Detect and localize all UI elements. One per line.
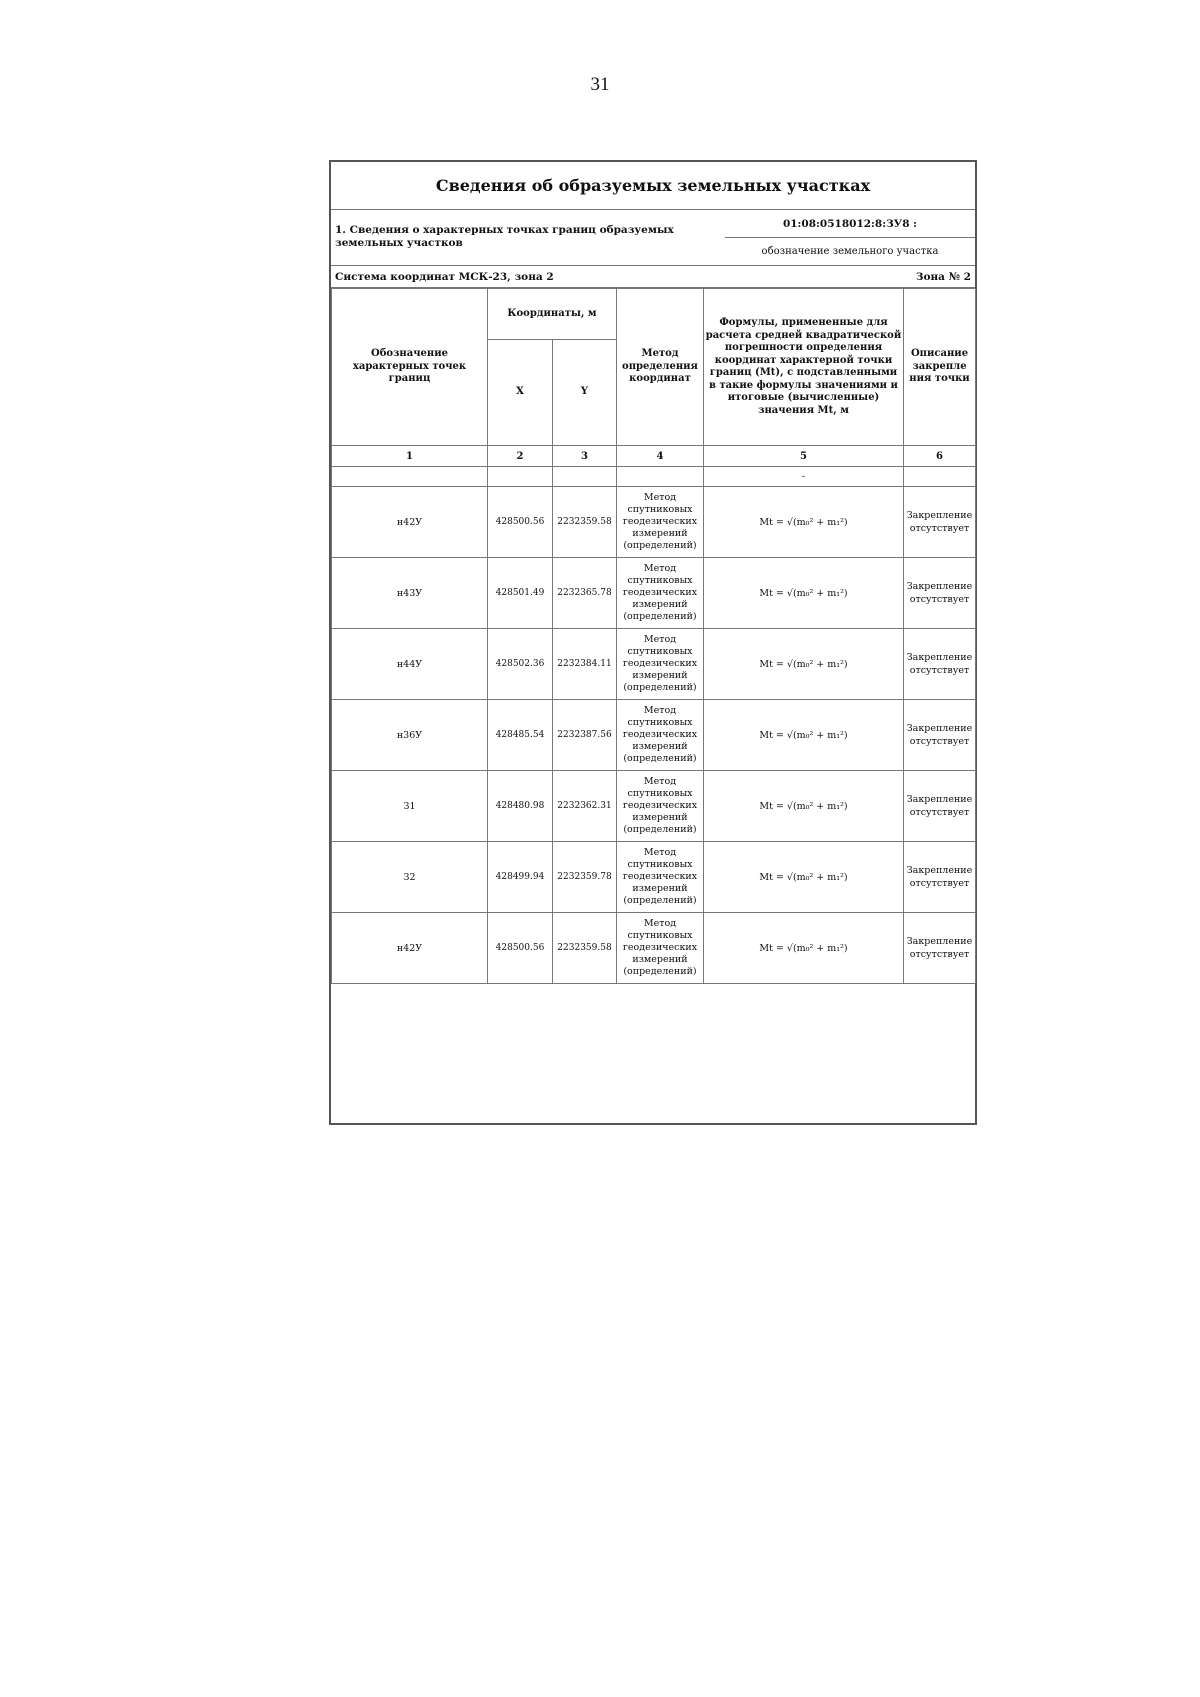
coord-x: 428500.56 [488,487,553,558]
document-title: Сведения об образуемых земельных участках [331,162,975,210]
points-table [331,288,976,984]
header-description: Описание закрепле ния точки [904,289,976,446]
empty-row-mark: - [704,467,904,487]
empty-cell [488,467,553,487]
point-description: Закрепление отсутствует [904,842,976,913]
coord-x: 428499.94 [488,842,553,913]
point-name: н44У [332,629,488,700]
cadastral-number: 01:08:0518012:8:ЗУ8 : [725,210,975,238]
method: Метод спутниковых геодезических измерений (определений) [617,558,704,629]
cadastral-caption: обозначение земельного участка [761,246,939,257]
empty-cell [553,467,617,487]
point-description: Закрепление отсутствует [904,913,976,984]
header-y: Y [553,340,617,446]
formula: Mt = √(m₀² + m₁²) [704,771,904,842]
table-row [332,700,976,771]
formula: Mt = √(m₀² + m₁²) [704,700,904,771]
empty-cell [332,467,488,487]
coord-x: 428480.98 [488,771,553,842]
point-name: 32 [332,842,488,913]
header-x: X [488,340,553,446]
point-description: Закрепление отсутствует [904,558,976,629]
point-name: н42У [332,913,488,984]
coord-y: 2232359.58 [553,487,617,558]
formula: Mt = √(m₀² + m₁²) [704,842,904,913]
cadastral-block [725,210,975,265]
table-row [332,487,976,558]
column-number: 5 [704,446,904,467]
coordinate-system-row [331,266,975,288]
method: Метод спутниковых геодезических измерений (определений) [617,771,704,842]
coord-x: 428485.54 [488,700,553,771]
point-name: 31 [332,771,488,842]
coord-x: 428500.56 [488,913,553,984]
header-formula: Формулы, примененные для расчета средней квадратической погрешности определения координат характерной точки границ (Mt), с подставленными в такие формулы значениями и итоговые (вычисленные) значения Mt, м [704,289,904,446]
table-row [332,913,976,984]
point-name: н43У [332,558,488,629]
method: Метод спутниковых геодезических измерений (определений) [617,842,704,913]
coord-y: 2232387.56 [553,700,617,771]
formula: Mt = √(m₀² + m₁²) [704,913,904,984]
column-number: 2 [488,446,553,467]
page-number: 31 [590,74,610,95]
method: Метод спутниковых геодезических измерений (определений) [617,913,704,984]
column-number: 1 [332,446,488,467]
table-row [332,842,976,913]
column-numbers-row [332,446,976,467]
method: Метод спутниковых геодезических измерений (определений) [617,700,704,771]
coord-y: 2232359.78 [553,842,617,913]
coord-x: 428502.36 [488,629,553,700]
coord-y: 2232359.58 [553,913,617,984]
parcel-info-frame [329,160,977,1125]
coord-y: 2232365.78 [553,558,617,629]
column-number: 3 [553,446,617,467]
point-description: Закрепление отсутствует [904,771,976,842]
coord-x: 428501.49 [488,558,553,629]
method: Метод спутниковых геодезических измерений (определений) [617,629,704,700]
table-row [332,771,976,842]
point-description: Закрепление отсутствует [904,700,976,771]
zone-label: Зона № 2 [915,270,971,283]
point-description: Закрепление отсутствует [904,487,976,558]
formula: Mt = √(m₀² + m₁²) [704,629,904,700]
formula: Mt = √(m₀² + m₁²) [704,487,904,558]
column-number: 4 [617,446,704,467]
empty-cell [617,467,704,487]
empty-row [332,467,976,487]
section-header [331,210,975,266]
header-method: Метод определения координат [617,289,704,446]
table-row [332,558,976,629]
header-coords: Координаты, м [488,289,617,340]
header-point: Обозначение характерных точек границ [332,289,488,446]
point-name: н36У [332,700,488,771]
formula: Mt = √(m₀² + m₁²) [704,558,904,629]
column-number: 6 [904,446,976,467]
point-description: Закрепление отсутствует [904,629,976,700]
section-heading: 1. Сведения о характерных точках границ образуемых земельных участков [335,224,674,249]
coord-y: 2232384.11 [553,629,617,700]
method: Метод спутниковых геодезических измерений (определений) [617,487,704,558]
coord-y: 2232362.31 [553,771,617,842]
coordinate-system: Система координат МСК-23, зона 2 [335,270,554,283]
point-name: н42У [332,487,488,558]
table-row [332,629,976,700]
empty-cell [904,467,976,487]
